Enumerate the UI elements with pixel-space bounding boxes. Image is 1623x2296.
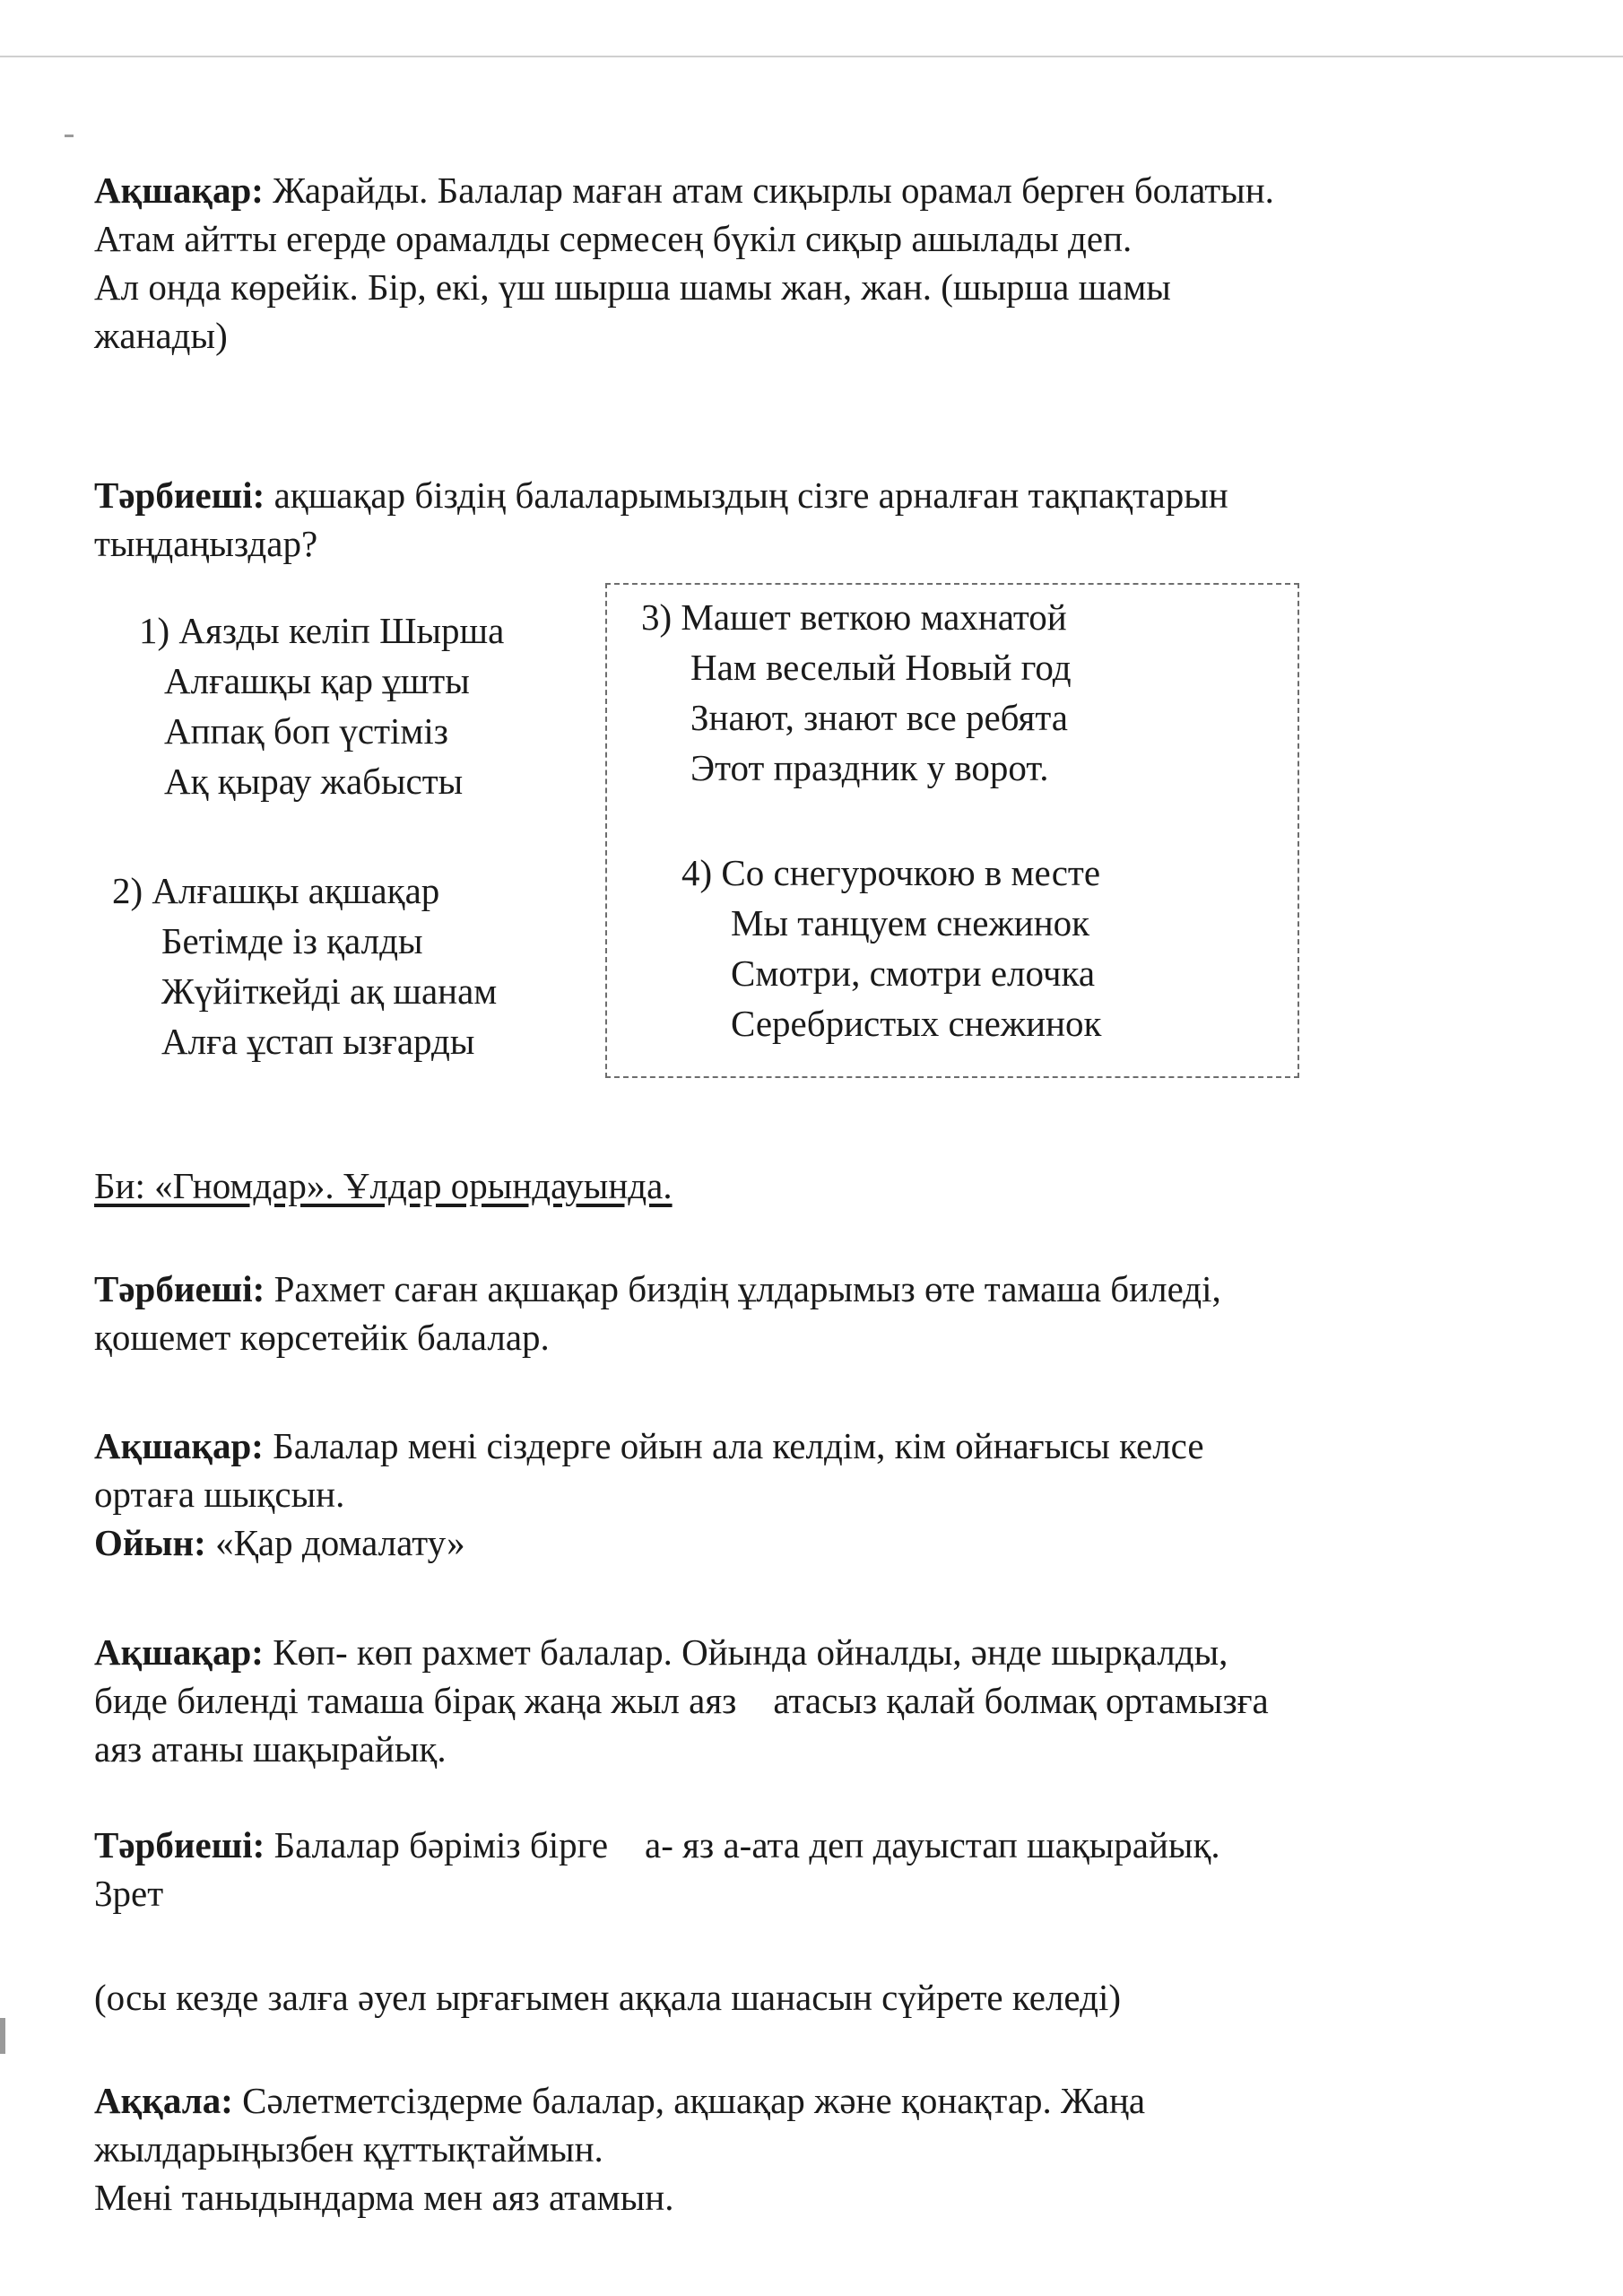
poem-line: Аппақ боп үстіміз [164,710,448,752]
poem-3 [641,592,1072,793]
poem-2 [112,865,497,1066]
poem-line: Нам веселый Новый год [690,647,1072,688]
text-line: ақшақар біздің балаларымыздың сізге арналған тақпақтарын [265,474,1228,516]
text-line: аяз атаны шақырайық. [94,1728,447,1770]
scan-top-border [0,56,1623,57]
poem-line: Смотри, смотри елочка [731,952,1096,994]
text-line: Балалар мені сіздерге ойын ала келдім, кім ойнағысы келсе [263,1425,1204,1466]
speaker-label: Аққала: [94,2080,233,2121]
poem-1 [139,605,504,806]
poem-line: 1) Аязды келіп Шырша [139,610,505,651]
paragraph-akkala [94,2076,1511,2222]
game-title: «Қар домалату» [205,1522,465,1563]
text-line: Рахмет саған ақшақар биздің ұлдарымыз өте тамаша биледі, [265,1268,1221,1309]
speaker-label: Тәрбиеші: [94,1824,265,1866]
text-line: жылдарыңызбен құттықтаймын. [94,2128,603,2170]
text-line: Көп- көп рахмет балалар. Ойында ойналды, әнде шырқалды, [263,1631,1228,1673]
poem-line: Алғашқы қар ұшты [164,660,470,701]
speaker-label: Тәрбиеші: [94,1268,265,1309]
poem-line: Мы танцуем снежинок [731,902,1090,944]
text-line: Мені таныдындарма мен аяз атамын. [94,2177,674,2218]
scan-speck [0,2018,5,2054]
game-label: Ойын: [94,1522,206,1563]
text-line: ортаға шықсын. [94,1474,345,1515]
stage-direction [94,1973,1511,2022]
text-line: Жарайды. Балалар маған атам сиқырлы орамал берген болатын. [263,170,1274,211]
dance-title-text: Би: «Гномдар». Ұлдар орындауында. [94,1165,673,1206]
paragraph-akshakar-1 [94,166,1511,360]
text-line: қошемет көрсетейік балалар. [94,1317,550,1358]
poem-line: Бетімде із қалды [161,920,423,961]
speaker-label: Ақшақар: [94,170,264,211]
speaker-label: Ақшақар: [94,1425,264,1466]
text-line: 3рет [94,1873,164,1914]
paragraph-tarbieshi-3 [94,1821,1511,1918]
text-line: биде биленді тамаша бірақ жаңа жыл аяз атасыз қалай болмақ ортамызға [94,1680,1269,1721]
text-line: тыңдаңыздар? [94,523,318,564]
paragraph-akshakar-2 [94,1422,1511,1567]
poem-4 [681,848,1101,1048]
speaker-label: Тәрбиеші: [94,474,265,516]
text-line: Балалар бәріміз бірге а- яз а-ата деп дауыстап шақырайық. [265,1824,1220,1866]
poem-line: Знают, знают все ребята [690,697,1068,738]
poem-line: Серебристых снежинок [731,1003,1102,1044]
poem-line: Жүйіткейді ақ шанам [161,970,498,1012]
poem-line: Ақ қырау жабысты [164,761,464,802]
poem-line: 4) Со снегурочкою в месте [681,852,1101,893]
poem-line: 2) Алғашқы ақшақар [112,870,440,911]
speaker-label: Ақшақар: [94,1631,264,1673]
poem-line: 3) Машет веткою махнатой [641,596,1067,638]
poem-line: Этот праздник у ворот. [690,747,1049,788]
poem-line: Алға ұстап ызғарды [161,1021,475,1062]
dance-title [94,1161,1511,1210]
text-line: Ал онда көрейік. Бір, екі, үш шырша шамы жан, жан. (шырша шамы [94,266,1171,308]
poems-block [108,596,1309,1081]
game-line [94,1518,1511,1567]
stage-direction-text: (осы кезде залға әуел ырғағымен аққала шанасын сүйрете келеді) [94,1977,1121,2018]
paragraph-akshakar-3 [94,1628,1511,1773]
paragraph-tarbieshi-1 [94,471,1511,568]
text-line: Атам айтты егерде орамалды сермесең бүкіл сиқыр ашылады деп. [94,218,1133,259]
scan-speck [65,135,74,137]
text-line: Сәлетметсіздерме балалар, ақшақар және қонақтар. Жаңа [232,2080,1146,2121]
paragraph-tarbieshi-2 [94,1265,1511,1361]
text-line: жанады) [94,315,228,356]
